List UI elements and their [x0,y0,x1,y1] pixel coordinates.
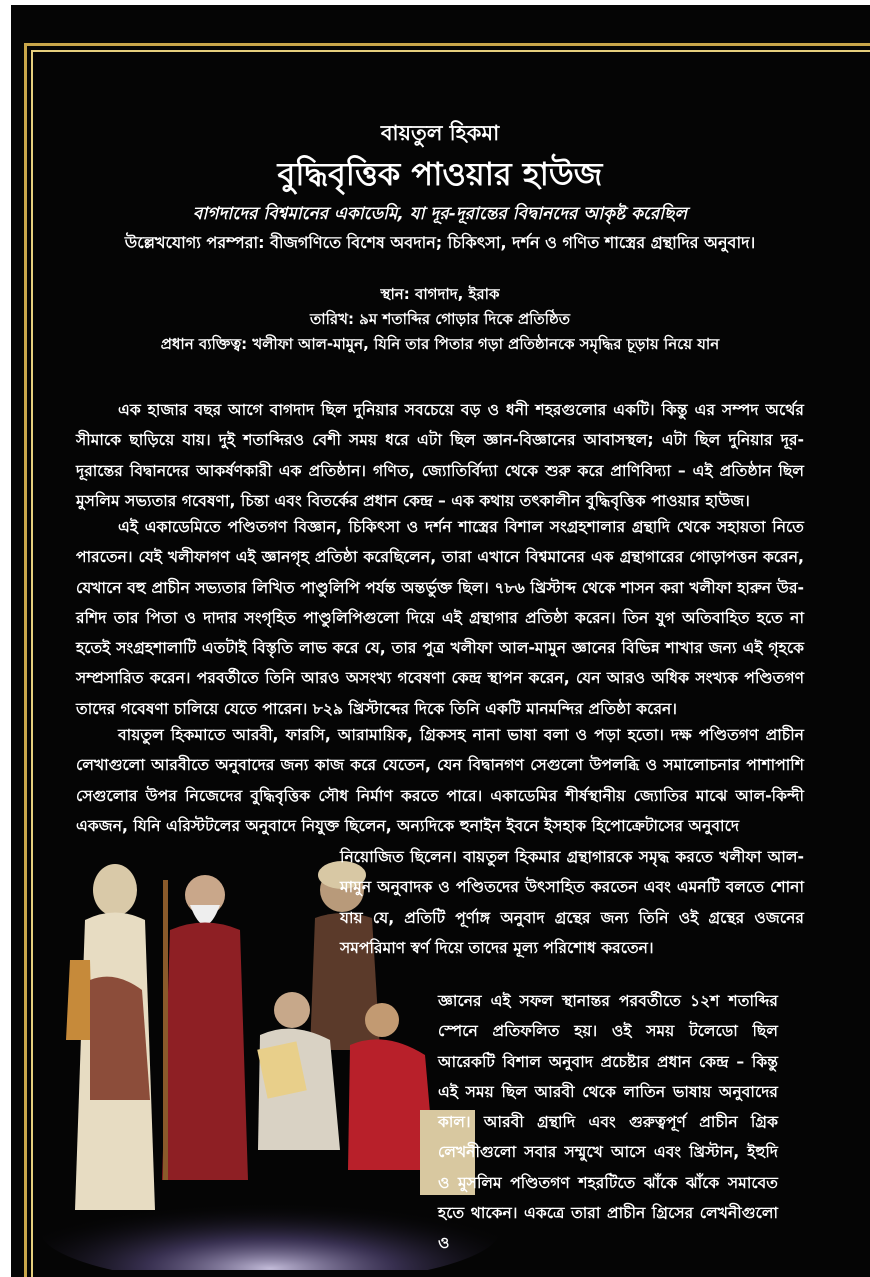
kicker: বায়তুল হিকমা [380,121,500,145]
page-title: বুদ্ধিবৃত্তিক পাওয়ার হাউজ [277,155,603,193]
scholar-left-figure [66,864,155,1210]
paragraph-3-continued: নিয়োজিত ছিলেন। বায়তুল হিকমার গ্রন্থাগারকে সমৃদ্ধ করতে খলীফা আল-মামুন অনুবাদক ও পণ্ডিতদের উৎসাহিত করতেন এবং এমনটি বলতে শোনা যায় যে, প্রতিটি পূর্ণাঙ্গ অনুবাদ গ্রন্থের জন্য তিনি ওই গ্রন্থের ওজনের সমপরিমাণ স্বর্ণ দিয়ে তাদের মূল্য পরিশোধ করতেন। [340,848,804,957]
paragraph-3: বায়তুল হিকমাতে আরবী, ফারসি, আরামায়িক, গ্রিকসহ নানা ভাষা বলা ও পড়া হতো। দক্ষ পণ্ডিতগণ প্রাচীন লেখাগুলো আরবীতে অনুবাদের জন্য কাজ করে যেতেন, যেন বিদ্বানগণ সেগুলো উপলব্ধি ও সমালোচনার পাশাপাশি সেগুলোর উপর নিজেদের বুদ্ধিবৃত্তিক সৌধ নির্মাণ করতে পারে। একাডেমির শীর্ষস্থানীয় জ্যোতির মাঝে আল-কিন্দী একজন, যিনি এরিস্টটলের অনুবাদে নিযুক্ত ছিলেন, অন্যদিকে হুনাইন ইবনে ইসহাক হিপোক্রেটাসের অনুবাদে [76,726,804,835]
meta-place: স্থান: বাগদাদ, ইরাক [380,285,500,303]
scholar-bearded-figure [162,875,248,1180]
subtitle: বাগদাদের বিশ্বমানের একাডেমি, যা দূর-দূরান্তের বিদ্বানদের আকৃষ্ট করেছিল [192,204,688,224]
legacy-line: উল্লেখযোগ্য পরম্পরা: বীজগণিতে বিশেষ অবদান; চিকিৎসা, দর্শন ও গণিত শাস্ত্রের গ্রন্থাদির অনুবাদ। [124,233,756,252]
paragraph-4: জ্ঞানের এই সফল স্থানান্তর পরবর্তীতে ১২শ শতাব্দির স্পেনে প্রতিফলিত হয়। ওই সময় টলেডো ছিল আরেকটি বিশাল অনুবাদ প্রচেষ্টার প্রধান কেন্দ্র – কিন্তু এই সময় ছিল আরবী থেকে লাতিন ভাষায় অনুবাদের কাল। আরবী গ্রন্থাদি এবং গুরুত্বপূর্ণ প্রাচীন গ্রিক লেখনীগুলো সবার সম্মুখে আসে এবং খ্রিস্টান, ইহুদি ও মুসলিম পণ্ডিতগণ শহরটিতে ঝাঁকে ঝাঁকে সমাবেত হতে থাকেন। একত্রে তারা প্রাচীন গ্রিসের লেখনীগুলো ও [438,992,778,1253]
paragraph-2: এই একাডেমিতে পণ্ডিতগণ বিজ্ঞান, চিকিৎসা ও দর্শন শাস্ত্রের বিশাল সংগ্রহশালার গ্রন্থাদি থেকে সহায়তা নিতে পারতেন। যেই খলীফাগণ এই জ্ঞানগৃহ প্রতিষ্ঠা করেছিলেন, তারা এখানে বিশ্বমানের এক গ্রন্থাগারের গোড়াপত্তন করেন, যেখানে বহু প্রাচীন সভ্যতার লিখিত পাণ্ডুলিপি পর্যন্ত অন্তর্ভুক্ত ছিল। ৭৮৬ খ্রিস্টাব্দ থেকে শাসন করা খলীফা হারুন উর-রশিদ তার পিতা ও দাদার সংগৃহিত পাণ্ডুলিপিগুলো দিয়ে এই গ্রন্থাগার প্রতিষ্ঠা করেন। তিন যুগ অতিবাহিত হতে না হতেই সংগ্রহশালাটি এতটাই বিস্তৃতি লাভ করে যে, তার পুত্র খলীফা আল-মামুন জ্ঞানের বিভিন্ন শাখার জন্য এই গৃহকে সম্প্রসারিত করেন। পরবর্তীতে তিনি আরও অসংখ্য গবেষণা কেন্দ্র স্থাপন করেন, যেন আরও অধিক সংখ্যক পণ্ডিতগণ তাদের গবেষণা চালিয়ে যেতে পারেন। ৮২৯ খ্রিস্টাব্দের দিকে তিনি একটি মানমন্দির প্রতিষ্ঠা করেন। [76,518,804,718]
meta-block [40,282,840,357]
paragraph-1: এক হাজার বছর আগে বাগদাদ ছিল দুনিয়ার সবচেয়ে বড় ও ধনী শহরগুলোর একটি। কিন্তু এর সম্পদ অর্থের সীমাকে ছাড়িয়ে যায়। দুই শতাব্দিরও বেশী সময় ধরে এটা ছিল জ্ঞান-বিজ্ঞানের আবাসস্থল; এটা ছিল দুনিয়ার দূর-দূরান্তের বিদ্বানদের আকর্ষণকারী এক প্রতিষ্ঠান। গণিত, জ্যোতির্বিদ্যা থেকে শুরু করে প্রাণিবিদ্যা – এই প্রতিষ্ঠান ছিল মুসলিম সভ্যতার গবেষণা, চিন্তা এবং বিতর্কের প্রধান কেন্দ্র – এক কথায় তৎকালীন বুদ্ধিবৃত্তিক পাওয়ার হাউজ। [76,401,804,510]
header [40,118,840,256]
meta-person: প্রধান ব্যক্তিত্ব: খলীফা আল-মামুন, যিনি তার পিতার গড়া প্রতিষ্ঠানকে সমৃদ্ধির চূড়ায় নিয়ে যান [160,335,720,353]
meta-date: তারিখ: ৯ম শতাব্দির গোড়ার দিকে প্রতিষ্ঠিত [309,310,571,328]
